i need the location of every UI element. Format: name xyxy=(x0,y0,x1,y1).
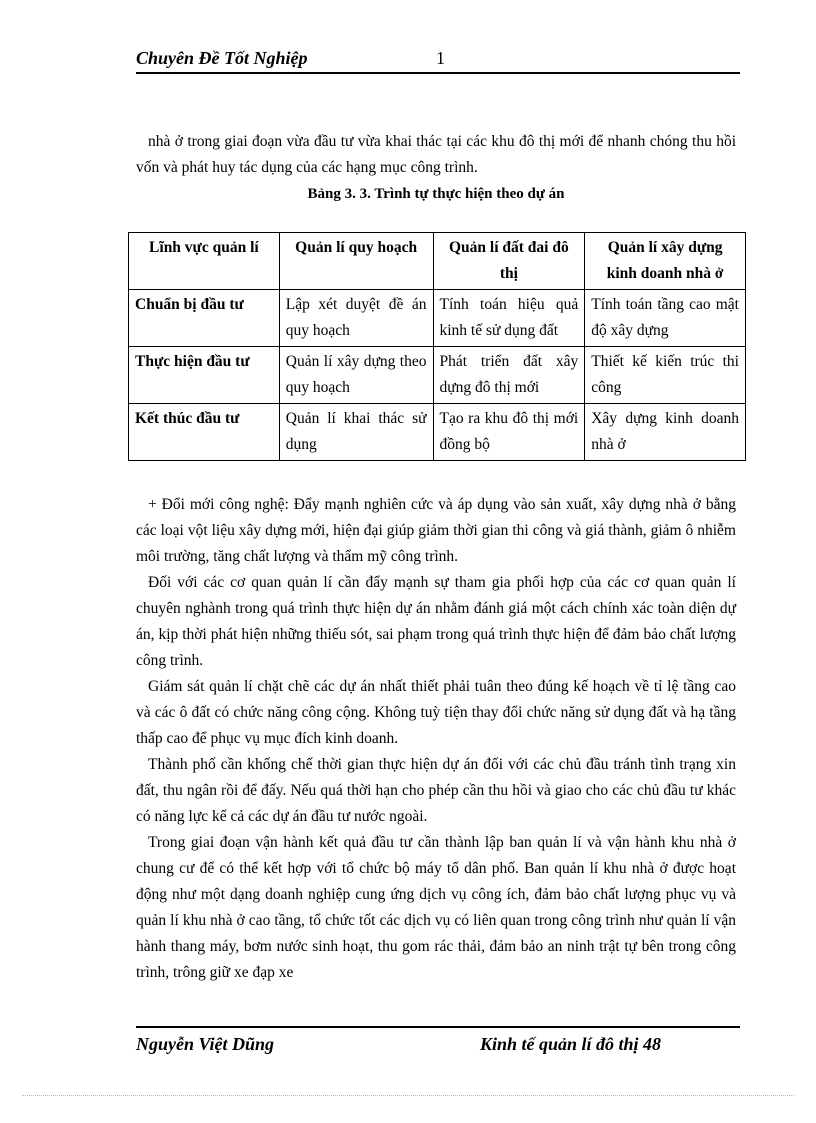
header-cell: Lĩnh vực quản lí xyxy=(129,233,280,290)
table-cell: Tính toán tầng cao mật độ xây dựng xyxy=(585,290,746,347)
course-name: Kinh tế quản lí đô thị 48 xyxy=(480,1034,662,1054)
table-cell: Tạo ra khu đô thị mới đồng bộ xyxy=(433,404,585,461)
table-row xyxy=(129,404,746,461)
body-paragraph: Thành phố cần khống chế thời gian thực hiện dự án đối với các chủ đầu tránh tình trạng xin đất, thu ngân rồi để đấy. Nếu quá thời hạn cho phép cần thu hồi và giao cho các chủ đầu tư khác có năng lực kể cả các dự án đầu tư nước ngoài. xyxy=(136,756,736,825)
row-header-cell: Chuẩn bị đầu tư xyxy=(129,290,280,347)
row-header-cell: Kết thúc đầu tư xyxy=(129,404,280,461)
project-sequence-table xyxy=(128,232,746,461)
table-cell: Thiết kế kiến trúc thi công xyxy=(585,347,746,404)
row-header-cell: Thực hiện đầu tư xyxy=(129,347,280,404)
table-row xyxy=(129,347,746,404)
body-paragraph: Đối với các cơ quan quản lí cần đẩy mạnh sự tham gia phối hợp của các cơ quan quản lí chuyên nghành trong quá trình thực hiện dự án nhằm đánh giá một cách chính xác toàn diện dự án, kịp thời phát hiện những thiếu sót, sai phạm trong quá trình thực hiện để đảm bảo chất lượng công trình. xyxy=(136,574,736,669)
page-number: 1 xyxy=(436,48,445,68)
page-bottom-divider xyxy=(22,1095,794,1096)
table-row xyxy=(129,290,746,347)
body-paragraph: Trong giai đoạn vận hành kết quả đầu tư cần thành lập ban quản lí và vận hành khu nhà ở chung cư để có thể kết hợp với tổ chức bộ máy tổ dân phố. Ban quản lí khu nhà ở được hoạt động như một dạng doanh nghiệp cung ứng dịch vụ công ích, đảm bảo chất lượng phục vụ và quản lí khu nhà ở cao tầng, tổ chức tốt các dịch vụ có liên quan trong công trình như quản lí vận hành thang máy, bơm nước sinh hoạt, thu gom rác thải, đảm bảo an ninh trật tự bên trong công trình, trông giữ xe đạp xe xyxy=(136,834,736,981)
body-paragraph: + Đổi mới công nghệ: Đẩy mạnh nghiên cức và áp dụng vào sản xuất, xây dựng nhà ở bằng các loại vột liệu xây dựng mới, hiện đại giúp giảm thời gian thi công và giá thành, giảm ô nhiễm môi trường, tăng chất lượng và thẩm mỹ công trình. xyxy=(136,496,736,565)
page-header xyxy=(136,48,740,74)
table-header-row xyxy=(129,233,746,290)
header-cell: Quản lí đất đai đô thị xyxy=(433,233,585,290)
table-cell: Tính toán hiệu quả kinh tế sử dụng đất xyxy=(433,290,585,347)
table-cell: Quản lí khai thác sử dụng xyxy=(279,404,433,461)
table-cell: Quản lí xây dựng theo quy hoạch xyxy=(279,347,433,404)
page-footer xyxy=(136,1026,740,1054)
document-title: Chuyên Đề Tốt Nghiệp xyxy=(136,48,308,68)
intro-paragraph: nhà ở trong giai đoạn vừa đầu tư vừa khai thác tại các khu đô thị mới để nhanh chóng thu hồi vốn và phát huy tác dụng của các hạng mục công trình. xyxy=(136,133,736,176)
author-name: Nguyễn Việt Dũng xyxy=(136,1034,275,1054)
table-cell: Lập xét duyệt đề án quy hoạch xyxy=(279,290,433,347)
body-paragraph: Giám sát quản lí chặt chẽ các dự án nhất thiết phải tuân theo đúng kế hoạch về tỉ lệ tầng cao và các ô đất có chức năng công cộng. Không tuỳ tiện thay đổi chức năng sử dụng đất và hạ tầng thấp cao để phục vụ mục đích kinh doanh. xyxy=(136,678,736,747)
table-caption: Bảng 3. 3. Trình tự thực hiện theo dự án xyxy=(307,186,565,202)
table-cell: Phát triển đất xây dựng đô thị mới xyxy=(433,347,585,404)
table-cell: Xây dựng kinh doanh nhà ở xyxy=(585,404,746,461)
header-cell: Quản lí quy hoạch xyxy=(279,233,433,290)
header-cell: Quản lí xây dựng kinh doanh nhà ở xyxy=(585,233,746,290)
